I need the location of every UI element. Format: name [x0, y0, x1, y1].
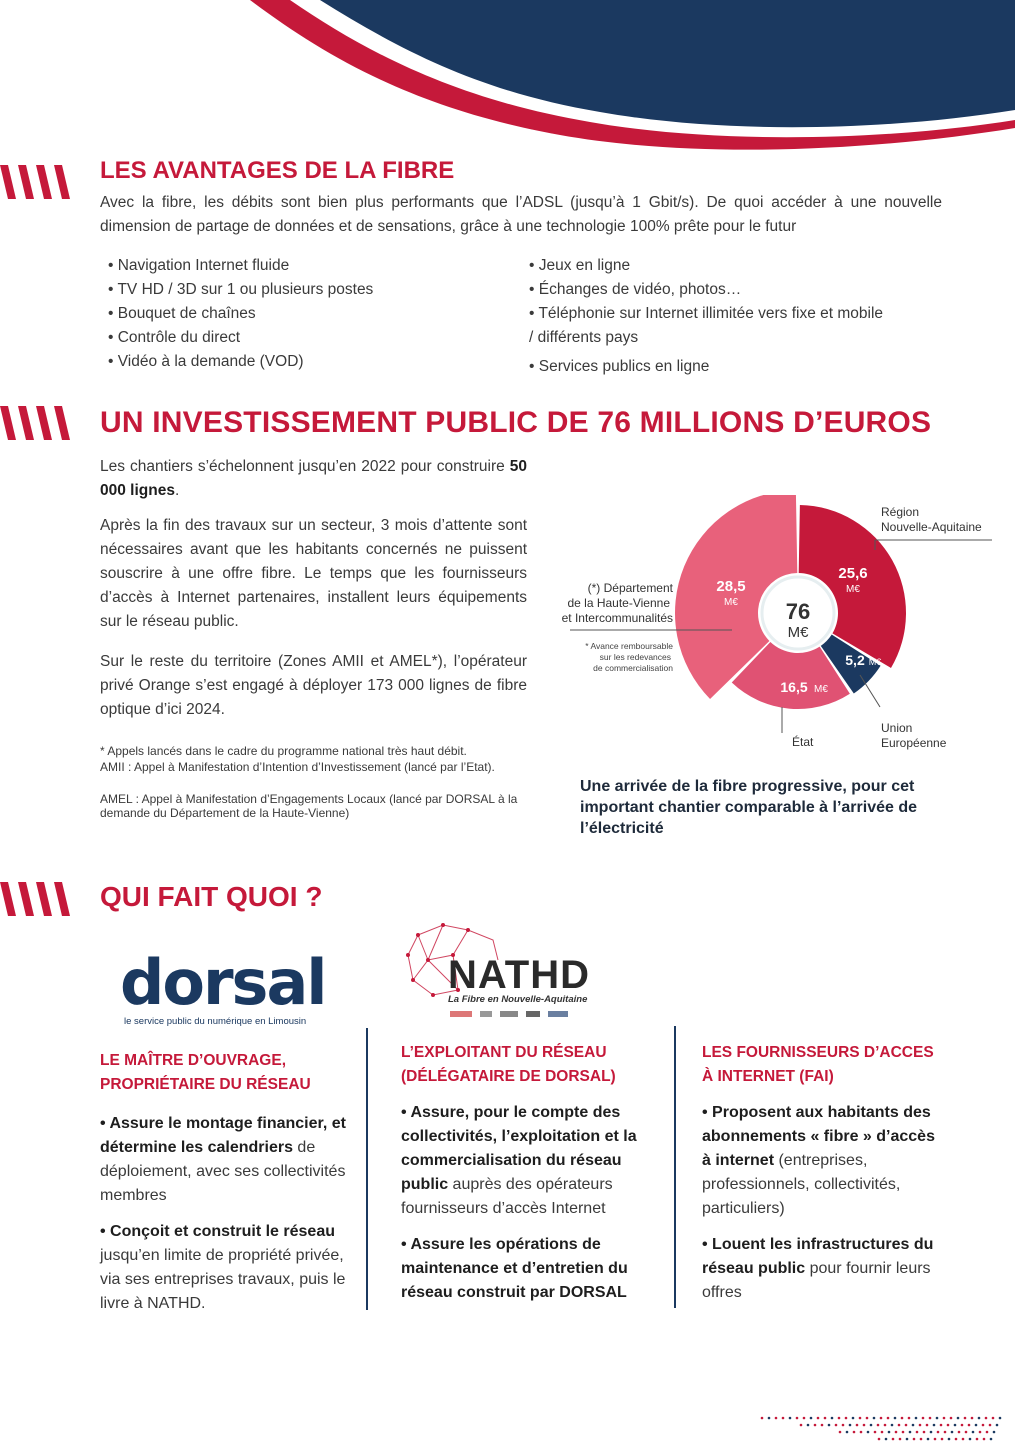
decorative-dot — [796, 1417, 799, 1420]
decorative-dot — [923, 1431, 926, 1434]
investissement-paragraph-3: Sur le reste du territoire (Zones AMII et AMEL*), l’opérateur privé Orange s’est engagé à déployer 173 000 lignes de fibre optique d’ici 2024. — [100, 653, 527, 718]
column-divider — [366, 1028, 368, 1310]
chart-caption: Une arrivée de la fibre progressive, pour cet important chantier comparable à l’arrivée de l’électricité — [580, 778, 918, 837]
section-stripes-icon — [0, 882, 80, 916]
decorative-dot — [996, 1424, 999, 1427]
decorative-dot — [978, 1417, 981, 1420]
decorative-dot — [821, 1424, 824, 1427]
list-item: • Navigation Internet fluide — [108, 257, 290, 274]
decorative-dot — [927, 1438, 930, 1441]
legend-note-1: * Avance remboursable — [585, 641, 673, 651]
slice-label-dept-unit: M€ — [724, 597, 738, 608]
item-text: de déploiement, avec ses collectivités membres — [100, 1139, 346, 1204]
decorative-dot — [860, 1431, 863, 1434]
decorative-dot — [929, 1417, 932, 1420]
decorative-dot — [856, 1424, 859, 1427]
decorative-dot — [964, 1417, 967, 1420]
decorative-dot — [969, 1438, 972, 1441]
list-item: • Jeux en ligne — [529, 257, 631, 274]
list-item: • Échanges de vidéo, photos… — [529, 281, 742, 298]
decorative-dot — [891, 1424, 894, 1427]
decorative-dot — [817, 1417, 820, 1420]
decorative-dot — [905, 1424, 908, 1427]
pie-center-unit: M€ — [787, 624, 809, 641]
decorative-dot — [902, 1431, 905, 1434]
avantages-list-left — [108, 254, 508, 374]
legend-region-1: Région — [881, 505, 920, 519]
decorative-dot — [992, 1417, 995, 1420]
decorative-dot — [909, 1431, 912, 1434]
legend-dept-1: (*) Département — [587, 581, 673, 595]
decorative-dot — [986, 1431, 989, 1434]
column-item — [100, 1112, 362, 1208]
decorative-dot — [807, 1424, 810, 1427]
decorative-dot — [943, 1417, 946, 1420]
decorative-dot — [906, 1438, 909, 1441]
decorative-dot — [859, 1417, 862, 1420]
decorative-dot — [941, 1438, 944, 1441]
column-item — [100, 1220, 362, 1316]
item-text: pour fournir leurs offres — [702, 1260, 931, 1301]
decorative-dot — [908, 1417, 911, 1420]
decorative-dot — [948, 1438, 951, 1441]
avantages-list-right — [529, 254, 949, 379]
lines-count: 50 000 lignes — [100, 458, 527, 499]
slice-label-dept-value: 28,5 — [716, 578, 746, 595]
decorative-dot — [919, 1424, 922, 1427]
nathd-logo-text: NATHD — [448, 953, 591, 997]
legend-note-3: de commercialisation — [593, 663, 673, 673]
item-bold: • Proposent aux habitants des abonnements « fibre » d’accès à internet — [702, 1104, 935, 1169]
decorative-dot — [839, 1431, 842, 1434]
legend-note-2: sur les redevances — [599, 652, 671, 662]
decorative-dot — [920, 1438, 923, 1441]
column-item — [401, 1101, 656, 1221]
slice-label-ue-value: 5,2 — [845, 652, 865, 668]
decorative-dot — [761, 1417, 764, 1420]
decorative-dot — [866, 1417, 869, 1420]
decorative-dot — [916, 1431, 919, 1434]
decorative-dot — [951, 1431, 954, 1434]
nathd-tagline: La Fibre en Nouvelle-Aquitaine — [448, 994, 588, 1005]
column-item — [702, 1101, 942, 1221]
header-decoration — [0, 0, 1015, 160]
legend-dept-2: de la Haute-Vienne — [567, 596, 670, 610]
decorative-dot — [944, 1431, 947, 1434]
item-bold: • Louent les infrastructures du réseau public — [702, 1236, 934, 1277]
investissement-paragraph-2: Après la fin des travaux sur un secteur, 3 mois d’attente sont nécessaires avant que les habitants concernés ne puissent souscrire à une offre fibre. Le temps que les fournisseurs d’accès à Internet partenaires, installent leurs équipements sur le réseau public. — [100, 517, 527, 630]
decorative-dot — [901, 1417, 904, 1420]
decorative-dot — [887, 1417, 890, 1420]
slice-label-etat-value: 16,5 — [780, 679, 808, 695]
decorative-dot — [782, 1417, 785, 1420]
decorative-dot — [870, 1424, 873, 1427]
list-item: / différents pays — [529, 329, 639, 346]
legend-ue-2: Européenne — [881, 736, 947, 750]
decorative-dot — [979, 1431, 982, 1434]
decorative-dot — [985, 1417, 988, 1420]
section-title-investissement: UN INVESTISSEMENT PUBLIC DE 76 MILLIONS D’EUROS — [100, 406, 932, 439]
decorative-dot — [881, 1431, 884, 1434]
decorative-dot — [983, 1438, 986, 1441]
leader-line-ue — [860, 675, 880, 707]
decorative-dot — [775, 1417, 778, 1420]
decorative-dot — [810, 1417, 813, 1420]
item-bold: • Conçoit et construit le réseau — [100, 1223, 335, 1240]
decorative-dot — [845, 1417, 848, 1420]
slice-label-etat-unit: M€ — [814, 684, 828, 695]
item-text: (entreprises, professionnels, collectivités, particuliers) — [702, 1152, 901, 1217]
decorative-dot — [885, 1438, 888, 1441]
decorative-dot — [962, 1438, 965, 1441]
investissement-paragraph-1 — [100, 455, 527, 503]
column-title: LE MAÎTRE D’OUVRAGE, PROPRIÉTAIRE DU RÉSEAU — [100, 1052, 311, 1093]
decorative-dot — [814, 1424, 817, 1427]
decorative-dot — [950, 1417, 953, 1420]
list-item: • Bouquet de chaînes — [108, 305, 256, 322]
footnote-amii: AMII : Appel à Manifestation d’Intention d’Investissement (lancé par l’Etat). — [100, 760, 495, 774]
decorative-dot — [824, 1417, 827, 1420]
list-item: • TV HD / 3D sur 1 ou plusieurs postes — [108, 281, 374, 298]
decorative-dot — [768, 1417, 771, 1420]
decorative-dot — [831, 1417, 834, 1420]
decorative-dot — [965, 1431, 968, 1434]
footnote-amel: AMEL : Appel à Manifestation d’Engagements Locaux (lancé par DORSAL à la demande du Département de la Haute-Vienne) — [100, 792, 518, 820]
slice-label-region-value: 25,6 — [838, 565, 868, 582]
decorative-dot — [993, 1431, 996, 1434]
legend-region-2: Nouvelle-Aquitaine — [881, 520, 982, 534]
text-span: . — [174, 482, 180, 499]
legend-dept-3: et Intercommunalités — [561, 611, 673, 625]
decorative-dot — [803, 1417, 806, 1420]
nathd-logo — [398, 915, 608, 1025]
section-title-avantages: LES AVANTAGES DE LA FIBRE — [100, 157, 455, 184]
decorative-dot — [934, 1438, 937, 1441]
decorative-dot — [958, 1431, 961, 1434]
column-item — [401, 1233, 656, 1305]
legend-etat: État — [792, 735, 814, 749]
decorative-dot — [955, 1438, 958, 1441]
decorative-dot — [961, 1424, 964, 1427]
decorative-dot — [898, 1424, 901, 1427]
decorative-dot — [789, 1417, 792, 1420]
decorative-dot — [863, 1424, 866, 1427]
item-bold: • Assure le montage financier, et détermine les calendriers — [100, 1115, 346, 1156]
column-item — [702, 1233, 942, 1305]
decorative-dot — [877, 1424, 880, 1427]
decorative-dot — [954, 1424, 957, 1427]
decorative-dot — [989, 1424, 992, 1427]
decorative-dot — [926, 1424, 929, 1427]
decorative-dot — [975, 1424, 978, 1427]
decorative-dot — [894, 1417, 897, 1420]
slice-label-region-unit: M€ — [846, 584, 860, 595]
section-stripes-icon — [0, 165, 80, 199]
column-divider — [674, 1026, 676, 1308]
decorative-dot — [838, 1417, 841, 1420]
list-item: • Téléphonie sur Internet illimitée vers fixe et mobile — [529, 305, 884, 322]
decorative-dot — [867, 1431, 870, 1434]
avantages-intro: Avec la fibre, les débits sont bien plus performants que l’ADSL (jusqu’à 1 Gbit/s). De quoi accéder à une nouvelle dimension de partage de données et de sensations, grâce à une technologie 100% prête pour le futur — [100, 194, 942, 235]
decorative-dot — [968, 1424, 971, 1427]
decorative-dot — [835, 1424, 838, 1427]
decorative-dot — [971, 1417, 974, 1420]
decorative-dot — [912, 1424, 915, 1427]
pie-center-value: 76 — [785, 599, 811, 624]
decorative-dot — [828, 1424, 831, 1427]
dorsal-logo — [120, 946, 335, 1027]
text-span: Les chantiers s’échelonnent jusqu’en 2022 pour construire — [100, 458, 510, 475]
decorative-dot — [899, 1438, 902, 1441]
item-bold: • Assure, pour le compte des collectivités, l’exploitation et la commercialisation du réseau public — [401, 1104, 637, 1193]
item-text: jusqu’en limite de propriété privée, via ses entreprises travaux, puis le livre à NATHD. — [100, 1247, 346, 1312]
item-text: auprès des opérateurs fournisseurs d’accès Internet — [401, 1176, 613, 1217]
slice-label-ue-unit: M€ — [868, 657, 882, 667]
list-item: • Services publics en ligne — [529, 358, 710, 375]
decorative-dot — [842, 1424, 845, 1427]
decorative-dot — [846, 1431, 849, 1434]
decorative-dot — [880, 1417, 883, 1420]
decorative-dot — [976, 1438, 979, 1441]
decorative-dots — [700, 1412, 1015, 1445]
decorative-dot — [940, 1424, 943, 1427]
list-item: • Contrôle du direct — [108, 329, 241, 346]
decorative-dot — [852, 1417, 855, 1420]
decorative-dot — [878, 1438, 881, 1441]
decorative-dot — [884, 1424, 887, 1427]
decorative-dot — [957, 1417, 960, 1420]
dorsal-tagline: le service public du numérique en Limousin — [124, 1016, 307, 1027]
decorative-dot — [982, 1424, 985, 1427]
decorative-dot — [853, 1431, 856, 1434]
column-fai — [702, 1041, 942, 1305]
decorative-dot — [972, 1431, 975, 1434]
item-bold: • Assure les opérations de maintenance et d’entretien du réseau construit par DORSAL — [401, 1236, 628, 1301]
decorative-dot — [888, 1431, 891, 1434]
decorative-dot — [849, 1424, 852, 1427]
column-title: LES FOURNISSEURS D’ACCES À INTERNET (FAI) — [702, 1044, 934, 1085]
decorative-dot — [999, 1417, 1002, 1420]
decorative-dot — [947, 1424, 950, 1427]
decorative-dot — [892, 1438, 895, 1441]
section-title-qui-fait-quoi: QUI FAIT QUOI ? — [100, 881, 323, 912]
decorative-dot — [874, 1431, 877, 1434]
footnote-appels: * Appels lancés dans le cadre du programme national très haut débit. — [100, 744, 467, 758]
column-title: L’EXPLOITANT DU RÉSEAU (DÉLÉGATAIRE DE DORSAL) — [401, 1044, 616, 1085]
decorative-dot — [913, 1438, 916, 1441]
decorative-dot — [800, 1424, 803, 1427]
decorative-dot — [990, 1438, 993, 1441]
dorsal-logo-text: dorsal — [120, 946, 326, 1019]
decorative-dot — [936, 1417, 939, 1420]
decorative-dot — [895, 1431, 898, 1434]
decorative-dot — [873, 1417, 876, 1420]
decorative-dot — [915, 1417, 918, 1420]
column-exploitant — [401, 1041, 656, 1305]
partner-logos — [450, 1011, 590, 1019]
funding-pie-chart — [540, 495, 1010, 760]
decorative-dot — [937, 1431, 940, 1434]
legend-ue-1: Union — [881, 721, 913, 735]
column-maitre-ouvrage — [100, 1049, 362, 1316]
decorative-dot — [933, 1424, 936, 1427]
list-item: • Vidéo à la demande (VOD) — [108, 353, 304, 370]
section-stripes-icon — [0, 406, 80, 440]
decorative-dot — [922, 1417, 925, 1420]
decorative-dot — [930, 1431, 933, 1434]
